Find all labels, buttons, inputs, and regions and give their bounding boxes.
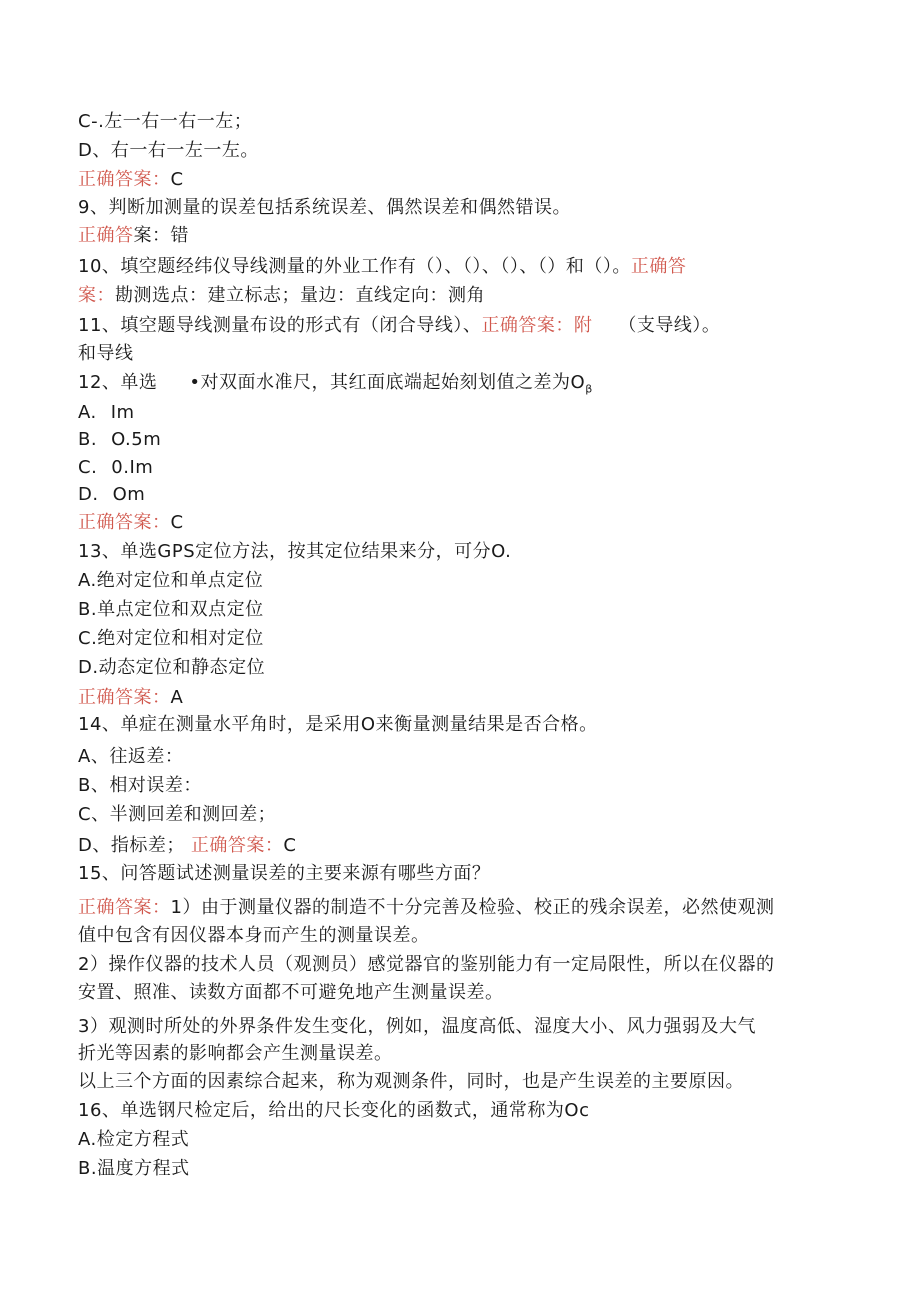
option-line: B.单点定位和双点定位 [78,599,264,620]
answer-line: 值中包含有因仪器本身而产生的测量误差。 [78,925,430,946]
option-line: A、往返差： [78,746,184,767]
question-text: 10、填空题经纬仪导线测量的外业工作有（）、（）、（）、（）和（）。 [78,256,631,277]
answer-label: 正确答案： [78,512,171,533]
option-line [78,483,145,507]
question-line: 14、单症在测量水平角时，是采用O来衡量测量结果是否合格。 [78,714,598,735]
answer-label: 正确答案： [190,835,284,856]
option-value: O.5m [111,429,162,450]
answer-line: 以上三个方面的因素综合起来，称为观测条件，同时，也是产生误差的主要原因。 [78,1071,744,1092]
option-line [78,428,161,452]
answer-line [78,896,774,920]
option-key: A. [78,402,97,423]
option-value: Im [110,402,135,423]
answer-value: A [170,687,184,708]
option-key: D. [78,484,99,505]
answer-label: 正确答案： [78,897,171,918]
answer-value: C [170,512,184,533]
question-subscript: β [585,382,593,396]
answer-value: 案：错 [133,225,189,246]
option-value: Om [112,484,146,505]
option-line [78,456,153,480]
option-line: B、相对误差： [78,775,202,796]
answer-label: 案： [78,285,115,306]
option-line: C、半测回差和测回差； [78,804,277,825]
option-line: B.温度方程式 [78,1158,190,1179]
question-line [78,371,593,402]
answer-value: （支导线）。 [618,315,721,336]
option-line [78,834,296,858]
answer-line: 2）操作仪器的技术人员（观测员）感觉器官的鉴别能力有一定局限性，所以在仪器的 [78,954,775,975]
question-line: 和导线 [78,343,134,364]
answer-line [78,686,183,710]
option-key: B. [78,429,98,450]
answer-line [78,511,184,535]
answer-line [78,168,184,192]
answer-line [78,224,189,248]
option-text: D、指标差； [78,835,185,856]
question-line: 15、问答题试述测量误差的主要来源有哪些方面？ [78,863,491,884]
option-line: C-.左一右一右一左； [78,111,253,132]
option-line: D、右一右一左一左。 [78,140,259,161]
option-line [78,401,135,425]
question-line [78,255,686,279]
question-line: 13、单选GPS定位方法，按其定位结果来分，可分O. [78,541,512,562]
question-text: •对双面水准尺，其红面底端起始刻划值之差为O [189,372,586,393]
option-key: C. [78,457,98,478]
question-text: 11、填空题导线测量布设的形式有（闭合导线）、 [78,315,482,336]
answer-line [78,284,485,308]
question-line [78,314,720,338]
option-line: C.绝对定位和相对定位 [78,628,264,649]
answer-label: 正确答案：附 [481,315,593,336]
question-line: 9、判断加测量的误差包括系统误差、偶然误差和偶然错误。 [78,197,571,218]
question-type: 12、单选 [78,372,158,393]
answer-line: 折光等因素的影响都会产生测量误差。 [78,1043,393,1064]
answer-line: 3）观测时所处的外界条件发生变化，例如，温度高低、湿度大小、风力强弱及大气 [78,1016,756,1037]
answer-value: 勘测选点：建立标志；量边：直线定向：测角 [115,285,485,306]
answer-value: C [170,169,184,190]
option-line: D.动态定位和静态定位 [78,657,266,678]
answer-label: 正确答案： [78,169,171,190]
answer-value: 1）由于测量仪器的制造不十分完善及检验、校正的残余误差，必然使观测 [170,897,775,918]
option-value: 0.Im [111,457,154,478]
option-line: A.检定方程式 [78,1129,190,1150]
answer-label: 正确答 [630,256,687,277]
answer-label: 正确答案： [78,687,171,708]
question-line: 16、单选钢尺检定后，给出的尺长变化的函数式，通常称为Oc [78,1100,590,1121]
answer-line: 安置、照准、读数方面都不可避免地产生测量误差。 [78,982,504,1003]
answer-value: C [283,835,297,856]
answer-label: 正确答 [78,225,134,246]
option-line: A.绝对定位和单点定位 [78,570,264,591]
